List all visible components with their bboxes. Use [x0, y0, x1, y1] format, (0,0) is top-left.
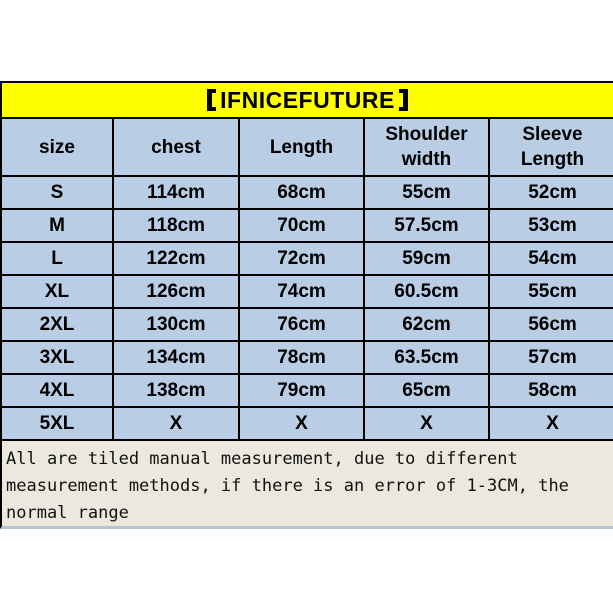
table-cell: 138cm: [113, 374, 239, 407]
size-chart-table: [0, 117, 613, 441]
column-header-size: size: [1, 118, 113, 176]
table-cell: 60.5cm: [364, 275, 489, 308]
table-cell: 78cm: [239, 341, 364, 374]
table-row-m: [1, 209, 613, 242]
table-cell: 4XL: [1, 374, 113, 407]
table-cell: 114cm: [113, 176, 239, 209]
table-cell: X: [113, 407, 239, 440]
table-cell: 59cm: [364, 242, 489, 275]
disclaimer-line: measurement methods, if there is an error of 1-3CM, the: [6, 476, 569, 496]
table-cell: 2XL: [1, 308, 113, 341]
table-cell: M: [1, 209, 113, 242]
table-cell: 118cm: [113, 209, 239, 242]
table-cell: 130cm: [113, 308, 239, 341]
table-cell: 54cm: [489, 242, 613, 275]
table-cell: 126cm: [113, 275, 239, 308]
table-row-s: [1, 176, 613, 209]
table-cell: 5XL: [1, 407, 113, 440]
table-cell: 70cm: [239, 209, 364, 242]
column-header-chest: chest: [113, 118, 239, 176]
table-cell: 134cm: [113, 341, 239, 374]
table-cell: 62cm: [364, 308, 489, 341]
size-chart-sheet: [0, 81, 613, 529]
table-cell: 53cm: [489, 209, 613, 242]
table-cell: S: [1, 176, 113, 209]
table-row-3xl: [1, 341, 613, 374]
table-cell: 72cm: [239, 242, 364, 275]
measurement-disclaimer: [0, 441, 613, 529]
table-cell: 55cm: [489, 275, 613, 308]
table-cell: L: [1, 242, 113, 275]
table-row-2xl: [1, 308, 613, 341]
column-header-length: Length: [239, 118, 364, 176]
table-cell: 68cm: [239, 176, 364, 209]
table-cell: 63.5cm: [364, 341, 489, 374]
table-cell: 57.5cm: [364, 209, 489, 242]
brand-title: IFNICEFUTURE: [220, 86, 395, 113]
table-row-xl: [1, 275, 613, 308]
table-cell: 122cm: [113, 242, 239, 275]
brand-banner: [0, 81, 613, 117]
table-row-l: [1, 242, 613, 275]
table-cell: X: [239, 407, 364, 440]
table-cell: XL: [1, 275, 113, 308]
table-cell: 3XL: [1, 341, 113, 374]
table-row-5xl: [1, 407, 613, 440]
table-cell: 74cm: [239, 275, 364, 308]
table-cell: 56cm: [489, 308, 613, 341]
disclaimer-line: All are tiled manual measurement, due to different: [6, 449, 518, 469]
table-cell: 57cm: [489, 341, 613, 374]
disclaimer-line: normal range: [6, 503, 129, 523]
table-cell: 52cm: [489, 176, 613, 209]
table-cell: X: [489, 407, 613, 440]
table-cell: 58cm: [489, 374, 613, 407]
table-row-4xl: [1, 374, 613, 407]
header-row: [1, 118, 613, 176]
table-cell: 76cm: [239, 308, 364, 341]
table-cell: 79cm: [239, 374, 364, 407]
table-cell: X: [364, 407, 489, 440]
table-cell: 55cm: [364, 176, 489, 209]
table-cell: 65cm: [364, 374, 489, 407]
left-lenticular-bracket-icon: [207, 89, 216, 111]
column-header-sleeve-length: Sleeve Length: [489, 118, 613, 176]
right-lenticular-bracket-icon: [399, 89, 408, 111]
column-header-shoulder-width: Shoulder width: [364, 118, 489, 176]
